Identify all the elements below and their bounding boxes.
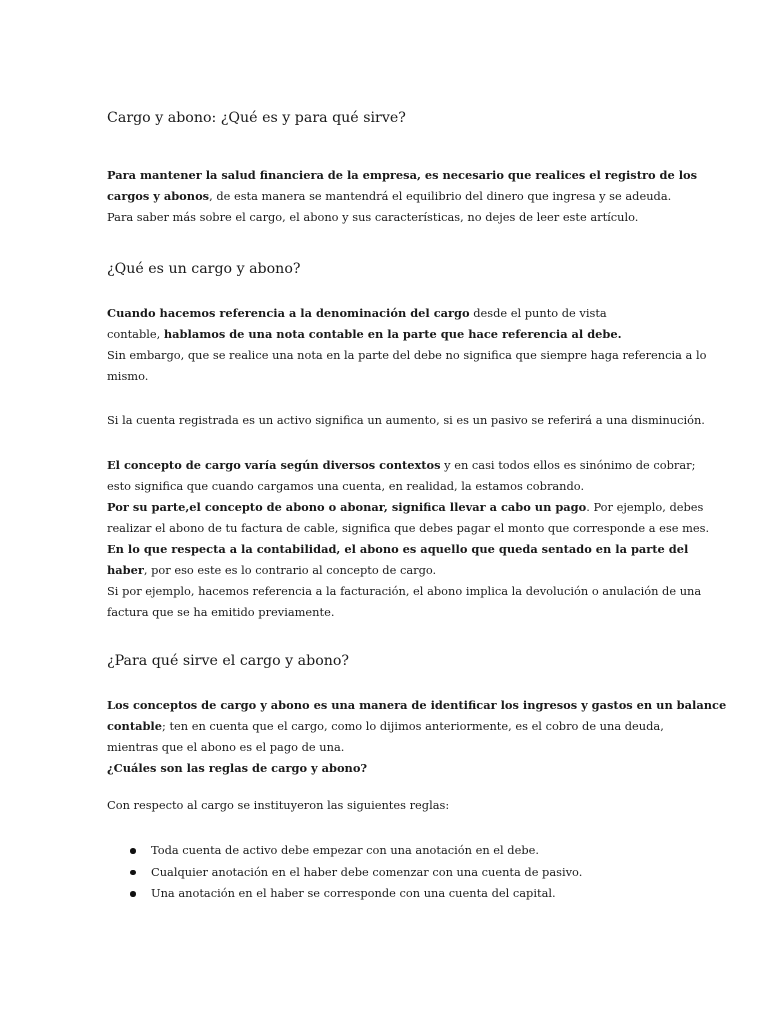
section-heading-para-que-sirve: ¿Para qué sirve el cargo y abono? xyxy=(107,653,350,669)
rules-list xyxy=(107,840,667,905)
section-heading-que-es: ¿Qué es un cargo y abono? xyxy=(107,261,301,277)
paragraph-activo-pasivo: Si la cuenta registrada es un activo significa un aumento, si es un pasivo se referirá a una disminución. xyxy=(107,413,705,427)
paragraph-ingresos-gastos: Los conceptos de cargo y abono es una manera de identificar los ingresos y gastos en un balance contable; ten en cuenta que el cargo, como lo dijimos anteriormente, es el cobro de una deuda, mientras que el abono es el pago de una. xyxy=(107,698,727,754)
paragraph-concepto-cargo-abono: El concepto de cargo varía según diversos contextos y en casi todos ellos es sinónimo de cobrar; esto significa que cuando cargamos una cuenta, en realidad, la estamos cobrando. Por su parte,el concepto de abono o abonar, significa llevar a cabo un pago. Por ejemplo, debes realizar el abono de tu factura de cable, significa que debes pagar el monto que corresponde a ese mes. En lo que respecta a la contabilidad, el abono es aquello que queda sentado en la parte del haber, por eso este es lo contrario al concepto de cargo. Si por ejemplo, hacemos referencia a la facturación, el abono implica la devolución o anulación de una factura que se ha emitido previamente. xyxy=(107,458,710,619)
paragraph-denominacion-cargo: Cuando hacemos referencia a la denominación del cargo desde el punto de vista contable, hablamos de una nota contable en la parte que hace referencia al debe. Sin embargo, que se realice una nota en la parte del debe no significa que siempre haga referencia a lo mismo. xyxy=(107,306,707,383)
list-item: Toda cuenta de activo debe empezar con una anotación en el debe. xyxy=(107,840,667,862)
list-item: Una anotación en el haber se corresponde con una cuenta del capital. xyxy=(107,883,667,905)
document-title: Cargo y abono: ¿Qué es y para qué sirve? xyxy=(107,110,406,126)
document-body xyxy=(107,104,727,905)
subheading-reglas: ¿Cuáles son las reglas de cargo y abono? xyxy=(107,761,368,775)
intro-paragraph: Para mantener la salud financiera de la empresa, es necesario que realices el registro de los cargos y abonos, de esta manera se mantendrá el equilibrio del dinero que ingresa y se adeuda. Para saber más sobre el cargo, el abono y sus características, no dejes de leer este artículo. xyxy=(107,168,698,224)
list-item: Cualquier anotación en el haber debe comenzar con una cuenta de pasivo. xyxy=(107,862,667,884)
rules-intro: Con respecto al cargo se instituyeron las siguientes reglas: xyxy=(107,798,450,812)
